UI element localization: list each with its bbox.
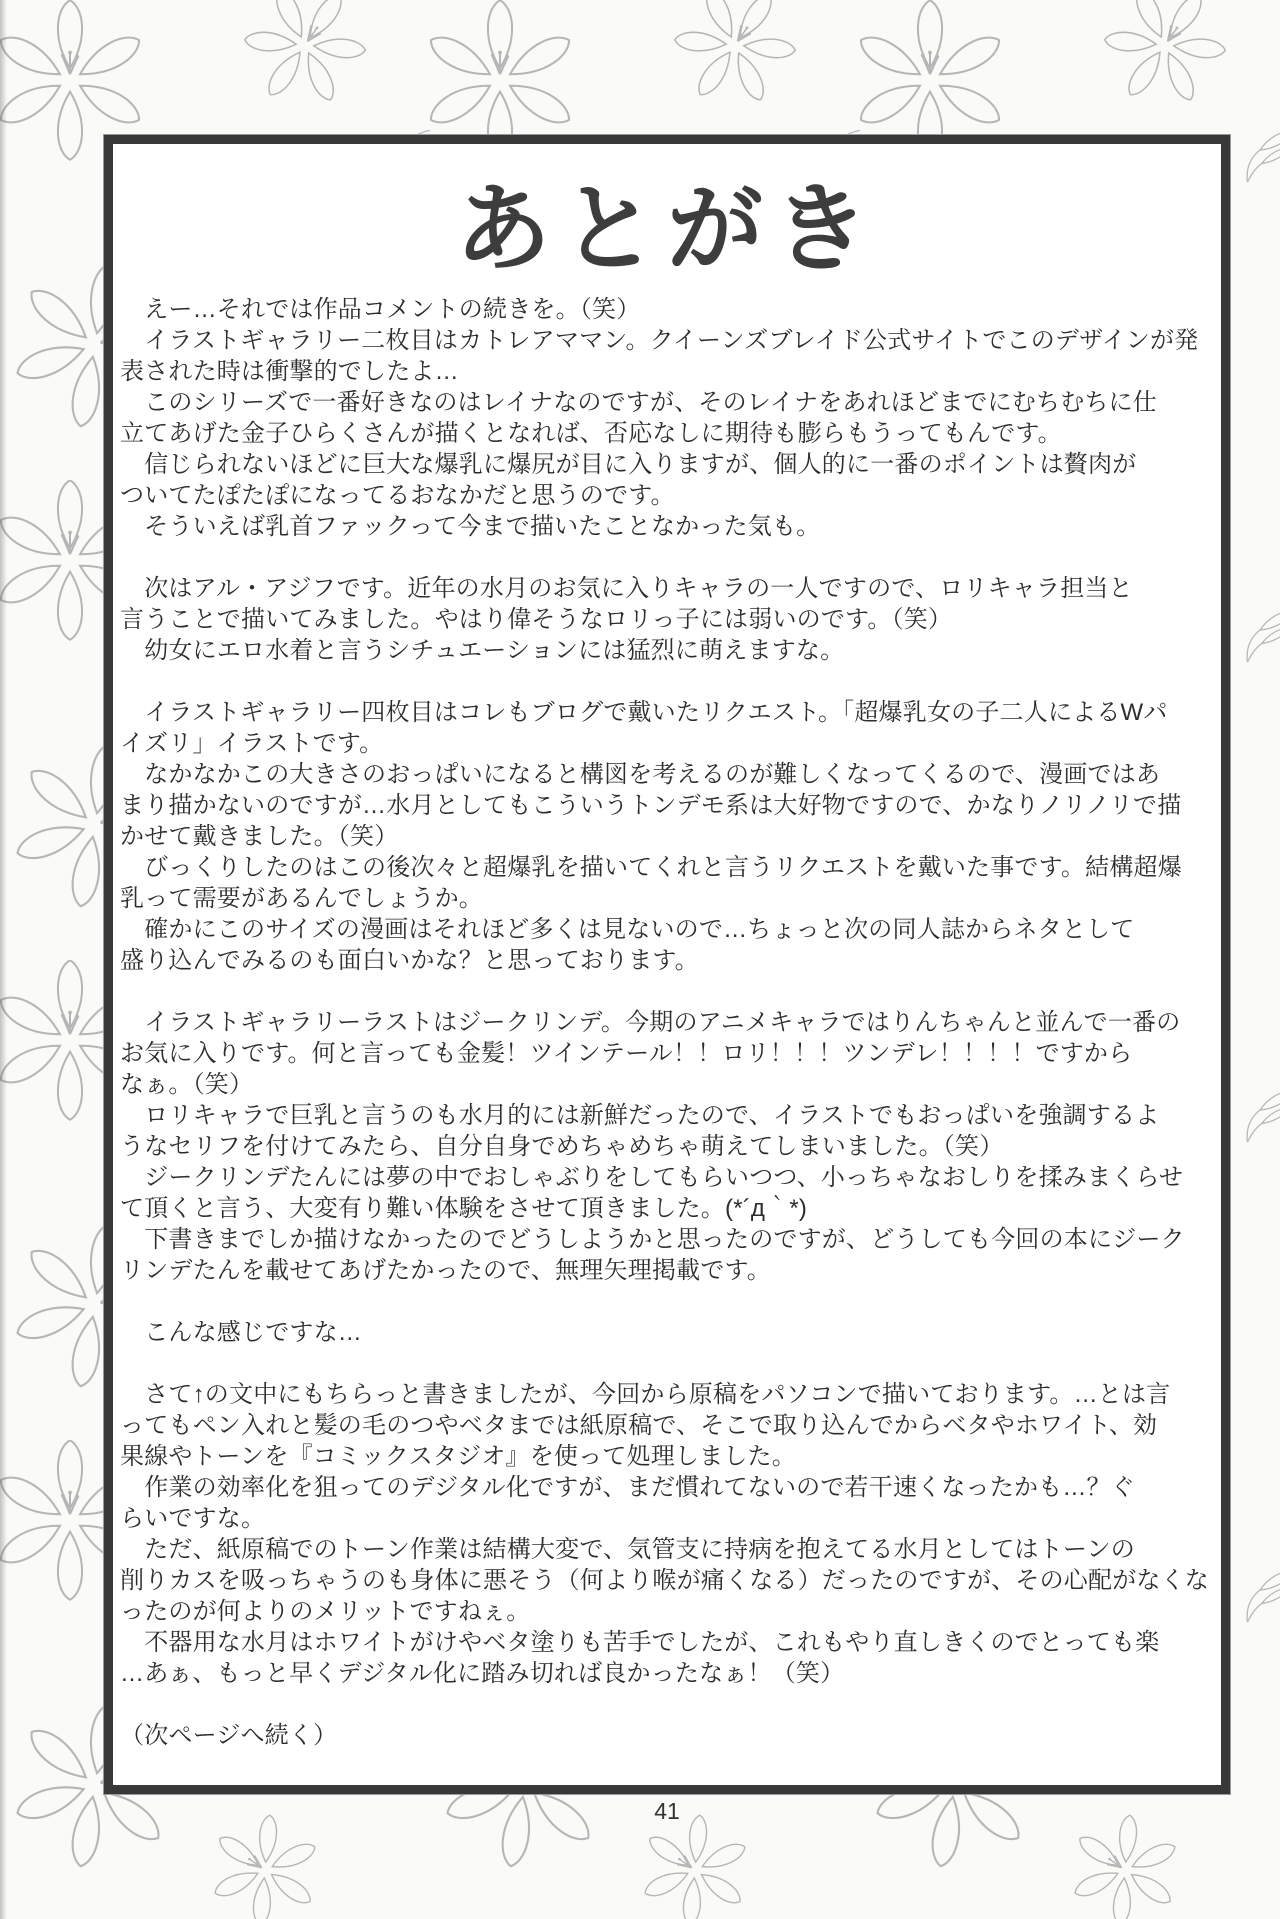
text-line: なかなかこの大きさのおっぱいになると構図を考えるのが難しくなってくるので、漫画ではあ bbox=[120, 761, 1161, 788]
text-line: 乳って需要があるんでしょうか。 bbox=[120, 885, 483, 912]
text-line: かせて戴きました。（笑） bbox=[120, 823, 399, 850]
text-line bbox=[120, 1348, 1217, 1379]
text-line bbox=[120, 666, 1217, 697]
text-line bbox=[120, 976, 1217, 1007]
text-line bbox=[120, 1689, 1217, 1720]
text-line: ついてたぽたぽになってるおなかだと思うのです。 bbox=[120, 482, 675, 509]
text-line: イラストギャラリー二枚目はカトレアママン。クイーンズブレイド公式サイトでこのデザインが発 bbox=[120, 327, 1199, 354]
text-line: お気に入りです。何と言っても金髪！ツインテール！！ロリ！！！ツンデレ！！！！ですから bbox=[120, 1040, 1133, 1067]
text-line: …あぁ、もっと早くデジタル化に踏み切れば良かったなぁ！（笑） bbox=[120, 1660, 845, 1687]
text-line: さて↑の文中にもちらっと書きましたが、今回から原稿をパソコンで描いております。…とは言 bbox=[120, 1381, 1171, 1408]
text-line: ロリキャラで巨乳と言うのも水月的には新鮮だったので、イラストでもおっぱいを強調するよ bbox=[120, 1102, 1160, 1129]
page-title: あとがき bbox=[455, 175, 879, 283]
text-line: 言うことで描いてみました。やはり偉そうなロリっ子には弱いのです。（笑） bbox=[120, 606, 953, 633]
text-line: 作業の効率化を狙ってのデジタル化ですが、まだ慣れてないので若干速くなったかも…？ぐ bbox=[120, 1474, 1135, 1501]
text-line: まり描かないのですが…水月としてもこういうトンデモ系は大好物ですので、かなりノリノリで描 bbox=[120, 792, 1182, 819]
text-line: なぁ。（笑） bbox=[120, 1071, 254, 1098]
text-line: そういえば乳首ファックって今まで描いたことなかった気も。 bbox=[120, 513, 821, 540]
text-line: （次ページへ続く） bbox=[120, 1722, 338, 1749]
text-line: らいですな。 bbox=[120, 1505, 266, 1532]
text-line: 果線やトーンを『コミックスタジオ』を使って処理しました。 bbox=[120, 1443, 796, 1470]
text-line: リンデたんを載せてあげたかったので、無理矢理掲載です。 bbox=[120, 1257, 771, 1284]
text-line: イラストギャラリーラストはジークリンデ。今期のアニメキャラではりんちゃんと並んで一番の bbox=[120, 1009, 1181, 1036]
text-line: ってもペン入れと髪の毛のつやベタまでは紙原稿で、そこで取り込んでからベタやホワイト、効 bbox=[120, 1412, 1158, 1439]
text-line: て頂くと言う、大変有り難い体験をさせて頂きました。(*´д｀*) bbox=[120, 1195, 808, 1222]
text-line: 次はアル・アジフです。近年の水月のお気に入りキャラの一人ですので、ロリキャラ担当と bbox=[120, 575, 1133, 602]
text-line: 下書きまでしか描けなかったのでどうしようかと思ったのですが、どうしても今回の本にジーク bbox=[120, 1226, 1185, 1253]
text-line: 表された時は衝撃的でしたよ… bbox=[120, 358, 459, 385]
text-line: イラストギャラリー四枚目はコレもブログで戴いたリクエスト。「超爆乳女の子二人によるWパ bbox=[120, 699, 1168, 726]
text-line: えー…それでは作品コメントの続きを。（笑） bbox=[120, 296, 641, 323]
text-line bbox=[120, 542, 1217, 573]
text-line: ジークリンデたんには夢の中でおしゃぶりをしてもらいつつ、小っちゃなおしりを揉みまくらせ bbox=[120, 1164, 1184, 1191]
text-line: びっくりしたのはこの後次々と超爆乳を描いてくれと言うリクエストを戴いた事です。結構超爆 bbox=[120, 854, 1182, 881]
text-line: 幼女にエロ水着と言うシチュエーションには猛烈に萌えますな。 bbox=[120, 637, 845, 664]
page-number: 41 bbox=[654, 1798, 680, 1824]
text-line: ったのが何よりのメリットですねぇ。 bbox=[120, 1598, 531, 1625]
text-line: イズリ」イラストです。 bbox=[120, 730, 384, 757]
text-line: 不器用な水月はホワイトがけやベタ塗りも苦手でしたが、これもやり直しきくのでとっても楽 bbox=[120, 1629, 1160, 1656]
scan-edge-shadow bbox=[0, 0, 7, 1919]
afterword-panel bbox=[104, 135, 1230, 1794]
text-line: 削りカスを吸っちゃうのも身体に悪そう（何より喉が痛くなる）だったのですが、その心配がなくな bbox=[120, 1567, 1209, 1594]
text-line: ただ、紙原稿でのトーン作業は結構大変で、気管支に持病を抱えてる水月としてはトーンの bbox=[120, 1536, 1135, 1563]
text-line: うなセリフを付けてみたら、自分自身でめちゃめちゃ萌えてしまいました。（笑） bbox=[120, 1133, 1004, 1160]
text-line bbox=[120, 1286, 1217, 1317]
text-line: 盛り込んでみるのも面白いかな？と思っております。 bbox=[120, 947, 699, 974]
text-line: 立てあげた金子ひらくさんが描くとなれば、否応なしに期待も膨らもうってもんです。 bbox=[120, 420, 1062, 447]
text-line: こんな感じですな… bbox=[120, 1319, 362, 1346]
text-line: このシリーズで一番好きなのはレイナなのですが、そのレイナをあれほどまでにむちむちに仕 bbox=[120, 389, 1157, 416]
text-line: 確かにこのサイズの漫画はそれほど多くは見ないので…ちょっと次の同人誌からネタとして bbox=[120, 916, 1135, 943]
afterword-body bbox=[113, 294, 1221, 1751]
text-line: 信じられないほどに巨大な爆乳に爆尻が目に入りますが、個人的に一番のポイントは贅肉が bbox=[120, 451, 1137, 478]
